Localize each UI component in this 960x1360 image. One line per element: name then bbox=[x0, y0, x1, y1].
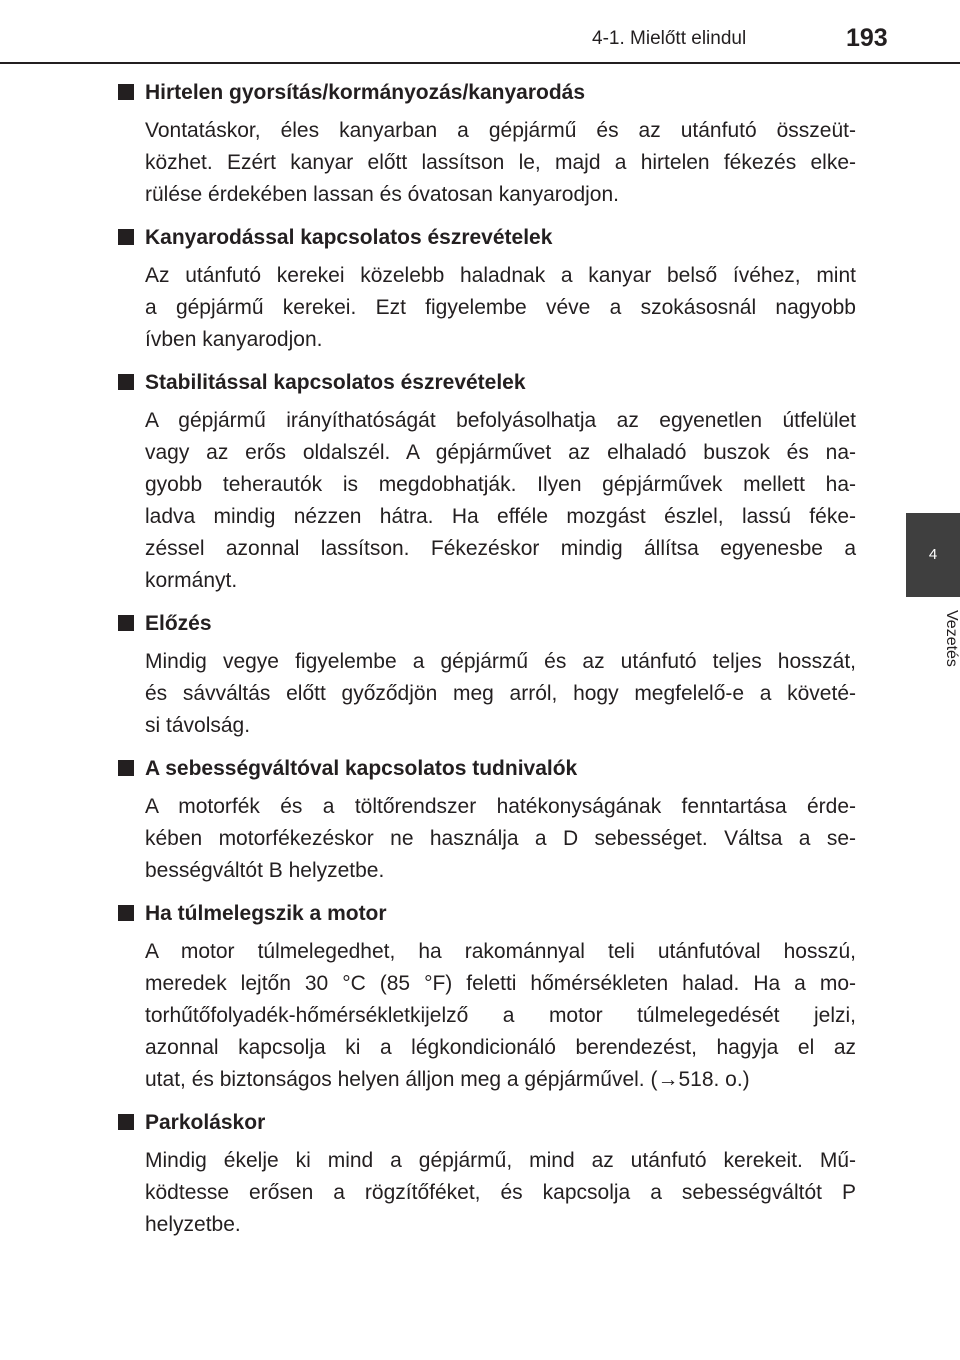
paragraph-line: ladva mindig nézzen hátra. Ha efféle mozgást észlel, lassú féke- bbox=[145, 505, 856, 528]
section-heading bbox=[118, 366, 856, 399]
square-bullet-icon bbox=[118, 905, 134, 921]
running-header-section: 4-1. Mielőtt elindul bbox=[592, 28, 747, 49]
square-bullet-icon bbox=[118, 615, 134, 631]
paragraph-line: a gépjármű kerekei. Ezt figyelembe véve a szokásosnál nagyobb bbox=[145, 296, 856, 319]
square-bullet-icon bbox=[118, 84, 134, 100]
paragraph-line: torhűtőfolyadék-hőmérsékletkijelző a motor túlmelegedését jelzi, bbox=[145, 1004, 856, 1027]
paragraph-line: Mindig ékelje ki mind a gépjármű, mind az utánfutó kerekeit. Mű- bbox=[145, 1149, 856, 1172]
square-bullet-icon bbox=[118, 1114, 134, 1130]
section-heading-text: Hirtelen gyorsítás/kormányozás/kanyarodás bbox=[145, 81, 586, 104]
section-heading-text: Kanyarodással kapcsolatos észrevételek bbox=[145, 226, 553, 249]
section-block bbox=[118, 76, 856, 211]
section-paragraph bbox=[145, 115, 856, 211]
header-divider bbox=[0, 62, 960, 64]
paragraph-line: meredek lejtőn 30 °C (85 °F) feletti hőmérsékleten halad. Ha a mo- bbox=[145, 972, 856, 995]
paragraph-line: A motorfék és a töltőrendszer hatékonyságának fenntartása érde- bbox=[145, 795, 856, 818]
section-paragraph bbox=[145, 936, 856, 1096]
page-body bbox=[118, 76, 856, 1251]
paragraph-line: azonnal kapcsolja ki a légkondicionáló berendezést, hagyja el az bbox=[145, 1036, 856, 1059]
paragraph-line: és sávváltás előtt győződjön meg arról, hogy megfelelő-e a követé- bbox=[145, 682, 856, 705]
section-heading-text: Ha túlmelegszik a motor bbox=[145, 902, 387, 925]
section-block bbox=[118, 897, 856, 1096]
section-heading-text: A sebességváltóval kapcsolatos tudnivalók bbox=[145, 757, 578, 780]
paragraph-line: ködtesse erősen a rögzítőféket, és kapcsolja a sebességváltót P bbox=[145, 1181, 856, 1204]
section-paragraph bbox=[145, 405, 856, 597]
paragraph-line: A gépjármű irányíthatóságát befolyásolhatja az egyenetlen útfelület bbox=[145, 409, 856, 432]
section-block bbox=[118, 607, 856, 742]
chapter-tab-label-text: Vezetés bbox=[943, 610, 960, 667]
square-bullet-icon bbox=[118, 374, 134, 390]
section-paragraph bbox=[145, 791, 856, 887]
square-bullet-icon bbox=[118, 229, 134, 245]
paragraph-line: gyobb teherautók is megdobhatják. Ilyen gépjárművek mellett ha- bbox=[145, 473, 856, 496]
paragraph-line: kormányt. bbox=[145, 569, 238, 592]
paragraph-line: kében motorfékezéskor ne használja a D sebességet. Váltsa a se- bbox=[145, 827, 856, 850]
section-block bbox=[118, 221, 856, 356]
paragraph-line: helyzetbe. bbox=[145, 1213, 241, 1236]
paragraph-line: rülése érdekében lassan és óvatosan kanyarodjon. bbox=[145, 183, 619, 206]
section-heading bbox=[118, 1106, 856, 1139]
chapter-tab-label bbox=[906, 610, 960, 690]
section-heading bbox=[118, 76, 856, 109]
section-paragraph bbox=[145, 1145, 856, 1241]
paragraph-line: utat, és biztonságos helyen álljon meg a gépjárművel. (→518. o.) bbox=[145, 1068, 750, 1091]
page-number: 193 bbox=[846, 24, 888, 52]
section-heading bbox=[118, 221, 856, 254]
paragraph-line: Mindig vegye figyelembe a gépjármű és az utánfutó teljes hosszát, bbox=[145, 650, 856, 673]
section-heading bbox=[118, 752, 856, 785]
section-block bbox=[118, 366, 856, 597]
section-heading-text: Stabilitással kapcsolatos észrevételek bbox=[145, 371, 526, 394]
paragraph-line: Az utánfutó kerekei közelebb haladnak a kanyar belső ívéhez, mint bbox=[145, 264, 856, 287]
square-bullet-icon bbox=[118, 760, 134, 776]
section-heading bbox=[118, 897, 856, 930]
section-heading bbox=[118, 607, 856, 640]
section-heading-text: Előzés bbox=[145, 612, 212, 635]
paragraph-line: bességváltót B helyzetbe. bbox=[145, 859, 385, 882]
chapter-tab[interactable]: 4 bbox=[906, 513, 960, 597]
section-paragraph bbox=[145, 260, 856, 356]
paragraph-line: A motor túlmelegedhet, ha rakománnyal teli utánfutóval hosszú, bbox=[145, 940, 856, 963]
paragraph-line: zéssel azonnal lassítson. Fékezéskor mindig állítsa egyenesbe a bbox=[145, 537, 856, 560]
paragraph-line: vagy az erős oldalszél. A gépjárművet az elhaladó buszok és na- bbox=[145, 441, 856, 464]
paragraph-line: ívben kanyarodjon. bbox=[145, 328, 323, 351]
section-paragraph bbox=[145, 646, 856, 742]
section-block bbox=[118, 752, 856, 887]
section-heading-text: Parkoláskor bbox=[145, 1111, 266, 1134]
section-block bbox=[118, 1106, 856, 1241]
paragraph-line: Vontatáskor, éles kanyarban a gépjármű és az utánfutó összeüt- bbox=[145, 119, 856, 142]
paragraph-line: közhet. Ezért kanyar előtt lassítson le, majd a hirtelen fékezés elke- bbox=[145, 151, 856, 174]
paragraph-line: si távolság. bbox=[145, 714, 251, 737]
